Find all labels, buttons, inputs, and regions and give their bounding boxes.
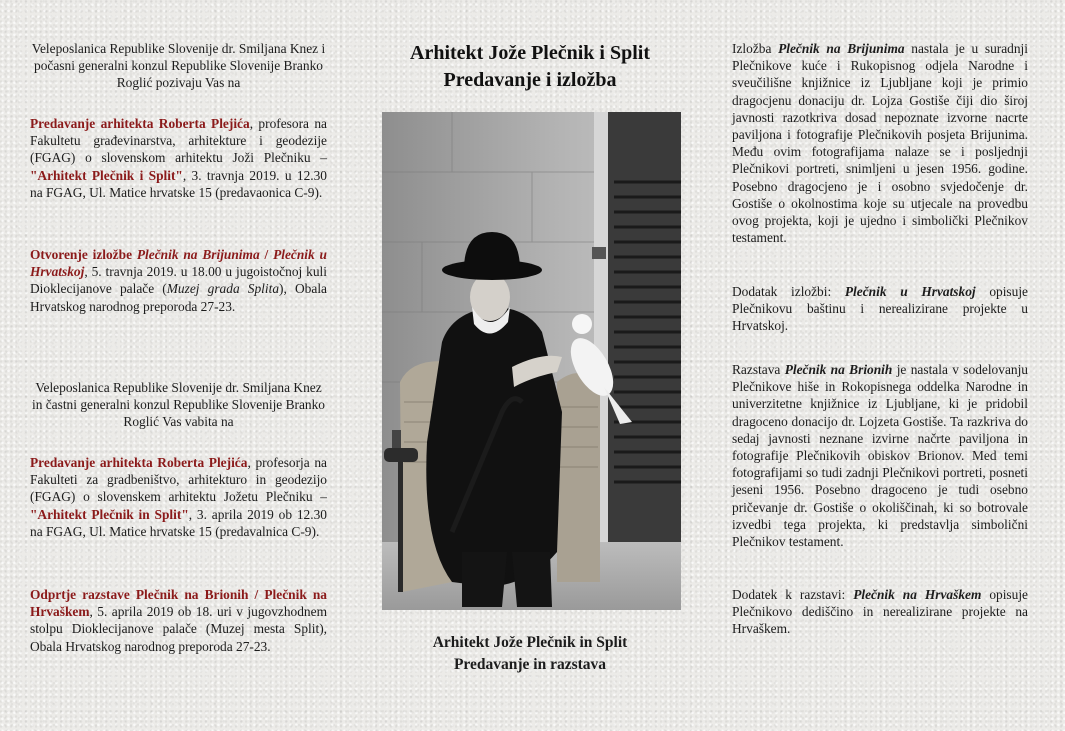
exhibition-title-hr: Otvorenje izložbe <box>30 247 137 262</box>
desc-sl-body: je nastala v sodelovanju Plečnikove hiše in Rokopisnega oddelka Narodne in univerzitetne knjižnice iz Ljubljane, ki je pridobil dragoceno donacijo dr. Lojzeta Gostiše. Ta razkriva do sedaj javnosti neznane izvirne načrte paviljona in fotografije Plečnikovih obiskov Brionov. Med temi fotografijami so tudi zadnji Plečnikovi portreti, posneti jeseni 1956. Posebno dragoceno je tudi osebno pričevanje dr. Gostiše o okoliščinah, ki so botrovale izvedbi tega projekta, ki predstavlja simbolični Plečnikov testament. <box>732 362 1028 550</box>
invitation-intro-hr: Veleposlanica Republike Slovenije dr. Smiljana Knez i počasni generalni konzul Republike Slovenije Branko Roglić pozivaju Vas na <box>31 41 326 91</box>
lecture-paragraph-sl <box>30 454 327 540</box>
exhibition-venue-hr: Muzej grada Splita <box>166 281 280 297</box>
exhibition-address-hr: ), Obala Hrvatskog narodnog preporoda 27-23. <box>30 281 327 314</box>
exhibition-description-hr <box>732 40 1028 246</box>
exhibition-name-hr-1: Plečnik na Brijunima <box>136 247 260 262</box>
desc-hr-title: Plečnik na Brijunima <box>778 41 905 56</box>
add-sl-lead: Dodatek k razstavi: <box>732 587 854 602</box>
exhibition-description-sl <box>732 361 1028 550</box>
photo-caption <box>370 632 690 676</box>
page-title <box>370 40 690 94</box>
lecture-title-hr: Predavanje arhitekta Roberta Plejića <box>30 116 250 131</box>
title-line-1: Arhitekt Jože Plečnik i Split <box>410 42 650 64</box>
caption-line-1: Arhitekt Jože Plečnik in Split <box>432 634 628 651</box>
lecture-date-hr: , 3. travnja 2019. u 12.30 na FGAG, Ul. Matice hrvatske 15 (predavaonica C-9). <box>30 167 328 200</box>
exhibition-name-hr-2: Plečnik u Hrvatskoj <box>30 247 328 280</box>
desc-sl-title: Plečnik na Brionih <box>784 362 893 377</box>
lecture-text-hr: , profesora na Fakultetu građevinarstva, arhitekture i geodezije (FGAG) o slovenskom arhitektu Joži Plečniku – <box>30 116 327 166</box>
lecture-topic-sl: "Arhitekt Plečnik in Split" <box>30 506 189 522</box>
desc-hr-body: nastala je u suradnji Plečnikove kuće i Rukopisnog odjela Narodne i sveučilišne knjižnice iz Ljubljane koji je primio dragocjenu donaciju dr. Lojza Gostiše čiji dio široj javnosti razotkriva dosad nepoznate izvorne nacrte paviljona i fotografije Plečnikovih posjeta Brijunima. Među ovim fotografijama nalaze se i posljednji Plečnikovi portreti, snimljeni u jesen 1956. godine. Posebno dragocjeno je i osobno svjedočenje dr. Gostiše o okolnostima koje su utjecale na provedbu ovog projekta, koji je ujedno i simbolički Plečnikov testament. <box>732 41 1029 246</box>
lecture-title-sl: Predavanje arhitekta Roberta Plejića <box>30 455 248 470</box>
add-hr-body: opisuje Plečnikovu baštinu i nerealizirane projekte u Hrvatskoj. <box>732 284 1028 334</box>
invitation-intro-sl: Veleposlanica Republike Slovenije dr. Smiljana Knez in častni generalni konzul Republike Slovenije Branko Roglić Vas vabita na <box>31 380 326 430</box>
portrait-photo <box>382 112 681 610</box>
lecture-topic-hr: "Arhitekt Plečnik i Split" <box>30 167 183 183</box>
portrait-illustration <box>382 112 681 610</box>
add-hr-lead: Dodatak izložbi: <box>732 284 845 299</box>
lecture-paragraph-hr <box>30 115 327 201</box>
caption-line-2: Predavanje in razstava <box>453 656 607 673</box>
exhibition-paragraph-hr <box>30 246 327 315</box>
title-line-2: Predavanje i izložba <box>443 69 617 91</box>
exhibition-addendum-sl <box>732 586 1028 638</box>
add-hr-title: Plečnik u Hrvatskoj <box>844 284 976 299</box>
exhibition-addendum-hr <box>732 283 1028 335</box>
desc-sl-lead: Razstava <box>732 362 785 377</box>
add-sl-title: Plečnik na Hrvaškem <box>853 587 982 602</box>
exhibition-date-hr: , 5. travnja 2019. u 18.00 u jugoistočnoj kuli Dioklecijanove palače ( <box>30 264 327 297</box>
lecture-text-sl: , profesorja na Fakulteti za gradbeništvo, arhitekturo in geodezijo (FGAG) o slovenskem arhitektu Jožetu Plečniku – <box>30 455 327 505</box>
lecture-date-sl: , 3. aprila 2019 ob 12.30 na FGAG, Ul. Matice hrvatske 15 (predavalnica C-9). <box>30 506 327 539</box>
exhibition-text-sl: , 5. aprila 2019 ob 18. uri v jugovzhodnem stolpu Dioklecijanove palače (Muzej mesta Split), Obala Hrvatskog narodnog preporoda 27-23. <box>30 604 327 654</box>
desc-hr-lead: Izložba <box>732 41 779 56</box>
add-sl-body: opisuje Plečnikovo dediščino in nerealizirane projekte na Hrvaškem. <box>732 587 1028 637</box>
exhibition-sep-hr: / <box>259 247 274 262</box>
exhibition-title-sl: Odprtje razstave Plečnik na Brionih / Plečnik na Hrvaškem <box>30 587 327 620</box>
exhibition-paragraph-sl <box>30 586 327 655</box>
